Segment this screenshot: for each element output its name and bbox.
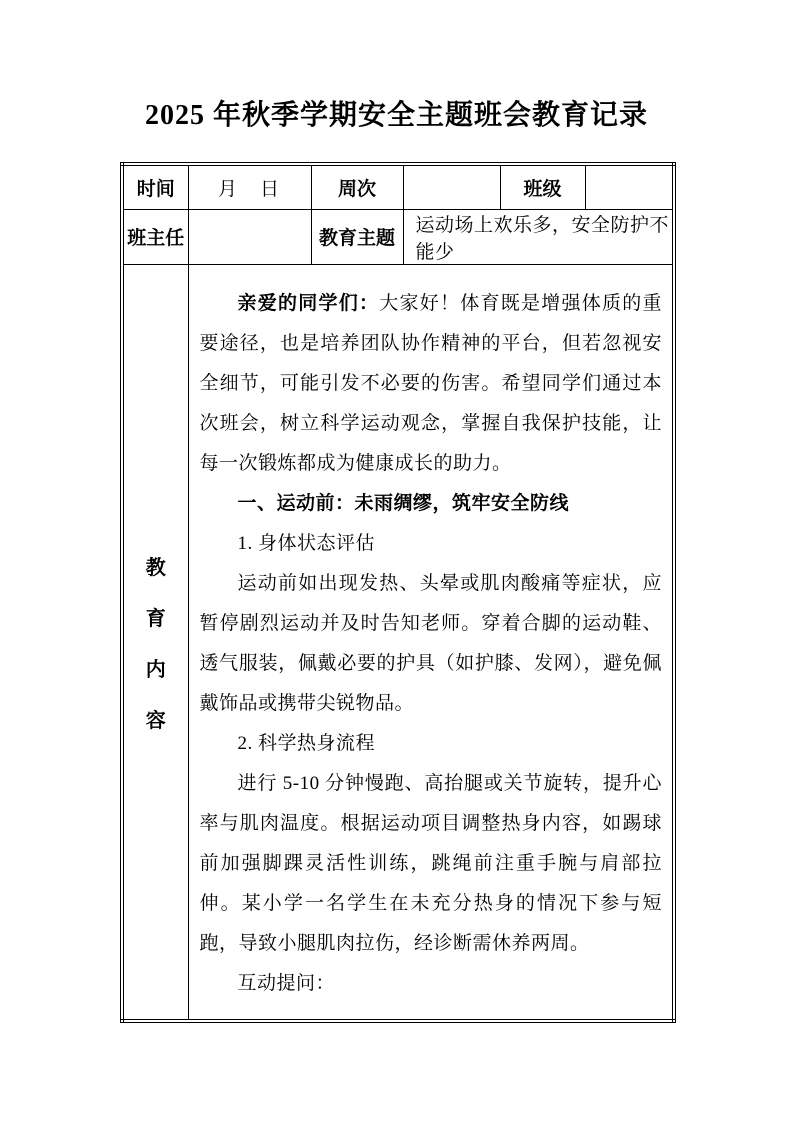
theme-label-cell: 教育主题 (311, 209, 403, 264)
table-row (122, 164, 674, 209)
class-value-cell (585, 164, 674, 209)
content-paragraph: 2. 科学热身流程 (237, 733, 376, 755)
content-label-char: 教 (145, 556, 166, 579)
content-paragraph: 互动提问： (237, 973, 336, 995)
content-label-char: 内 (145, 658, 166, 681)
content-body (200, 284, 663, 1004)
document-page (0, 97, 793, 1122)
teacher-value-cell (188, 209, 311, 264)
content-paragraph: 一、运动前：未雨绸缪，筑牢安全防线 (237, 493, 570, 515)
content-paragraph: 亲爱的同学们：大家好！体育既是增强体质的重要途径，也是培养团队协作精神的平台，但若忽视安全细节，可能引发不必要的伤害。希望同学们通过本次班会，树立科学运动观念，掌握自我保护技能，让每一次锻炼都成为健康成长的助力。 (199, 293, 662, 475)
paragraph-bold-lead: 亲爱的同学们： (237, 293, 380, 315)
theme-value-cell: 运动场上欢乐多，安全防护不能少 (403, 209, 674, 264)
time-label-cell: 时间 (122, 164, 188, 209)
content-vertical-label (124, 551, 188, 733)
teacher-label-cell: 班主任 (122, 209, 188, 264)
week-label-cell: 周次 (311, 164, 403, 209)
content-label-char: 育 (145, 607, 166, 630)
content-label-char: 容 (145, 709, 166, 732)
content-label-cell (122, 264, 188, 1021)
class-label-cell: 班级 (500, 164, 585, 209)
content-paragraph: 运动前如出现发热、头晕或肌肉酸痛等症状，应暂停剧烈运动并及时告知老师。穿着合脚的运动鞋、透气服装，佩戴必要的护具（如护膝、发网），避免佩戴饰品或携带尖锐物品。 (199, 573, 662, 715)
content-paragraph: 1. 身体状态评估 (237, 533, 376, 555)
table-row (122, 264, 674, 1021)
record-table (120, 162, 676, 1023)
table-row (122, 209, 674, 264)
week-value-cell (403, 164, 500, 209)
document-title: 2025 年秋季学期安全主题班会教育记录 (144, 100, 648, 131)
time-value-cell: 月 日 (188, 164, 311, 209)
content-cell (188, 264, 674, 1021)
content-paragraph: 进行 5-10 分钟慢跑、高抬腿或关节旋转，提升心率与肌肉温度。根据运动项目调整热身内容，如踢球前加强脚踝灵活性训练，跳绳前注重手腕与肩部拉伸。某小学一名学生在未充分热身的情况下参与短跑，导致小腿肌肉拉伤，经诊断需休养两周。 (199, 773, 662, 955)
